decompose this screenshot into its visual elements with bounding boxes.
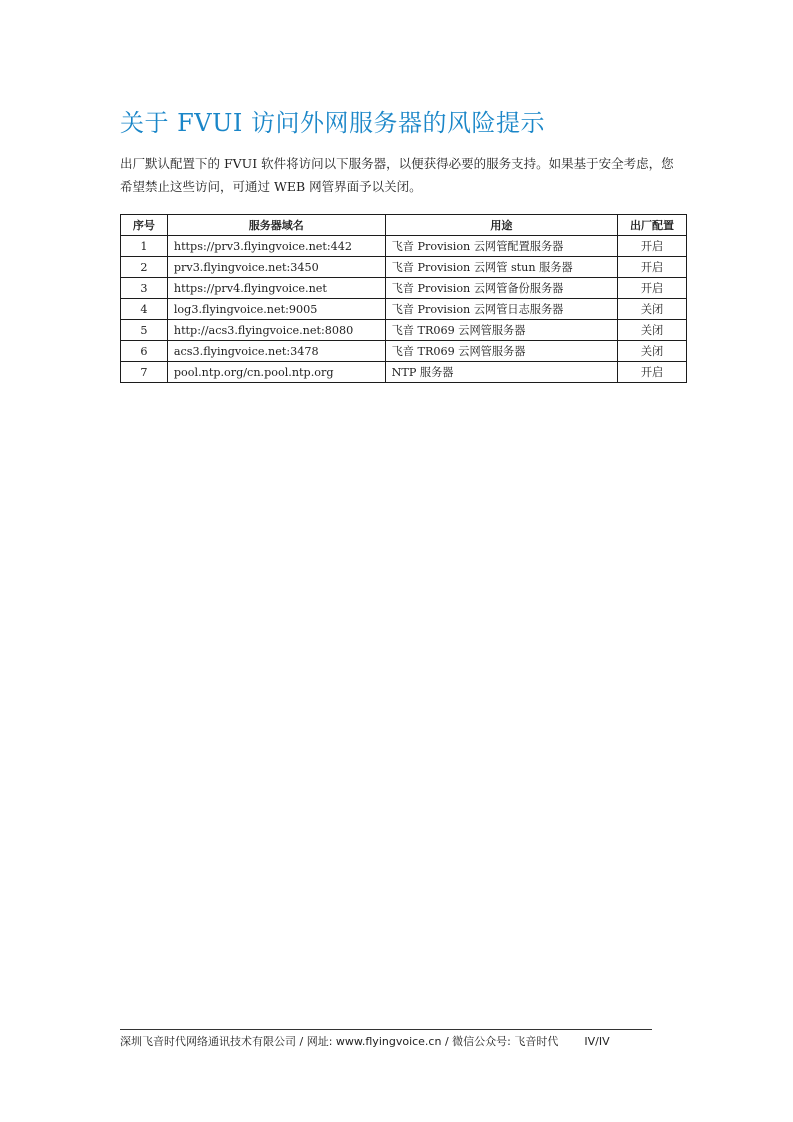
table-row	[121, 320, 687, 341]
cell-no: 2	[121, 257, 168, 278]
table-row	[121, 341, 687, 362]
cell-no: 4	[121, 299, 168, 320]
cell-host: https://prv4.flyingvoice.net	[167, 278, 385, 299]
cell-default: 关闭	[618, 299, 687, 320]
page-number: IV/IV	[584, 1035, 610, 1048]
cell-purpose: 飞音 Provision 云网管配置服务器	[385, 236, 618, 257]
cell-purpose: 飞音 Provision 云网管日志服务器	[385, 299, 618, 320]
cell-purpose: 飞音 TR069 云网管服务器	[385, 320, 618, 341]
table-row	[121, 362, 687, 383]
cell-default: 开启	[618, 278, 687, 299]
header-no: 序号	[121, 215, 168, 236]
cell-purpose: NTP 服务器	[385, 362, 618, 383]
cell-default: 开启	[618, 236, 687, 257]
cell-default: 开启	[618, 257, 687, 278]
cell-host: http://acs3.flyingvoice.net:8080	[167, 320, 385, 341]
table-header-row	[121, 215, 687, 236]
cell-no: 7	[121, 362, 168, 383]
intro-paragraph: 出厂默认配置下的 FVUI 软件将访问以下服务器，以便获得必要的服务支持。如果基于安全考虑，您希望禁止这些访问，可通过 WEB 网管界面予以关闭。	[120, 156, 674, 194]
cell-purpose: 飞音 Provision 云网管备份服务器	[385, 278, 618, 299]
cell-purpose: 飞音 TR069 云网管服务器	[385, 341, 618, 362]
cell-default: 开启	[618, 362, 687, 383]
footer-text: 深圳飞音时代网络通讯技术有限公司 / 网址: www.flyingvoice.cn / 微信公众号: 飞音时代	[120, 1035, 559, 1048]
header-default: 出厂配置	[618, 215, 687, 236]
cell-no: 6	[121, 341, 168, 362]
page-title: 关于 FVUI 访问外网服务器的风险提示	[120, 109, 545, 137]
footer-divider	[120, 1029, 652, 1030]
table-row	[121, 236, 687, 257]
cell-purpose: 飞音 Provision 云网管 stun 服务器	[385, 257, 618, 278]
header-host: 服务器域名	[167, 215, 385, 236]
header-purpose: 用途	[385, 215, 618, 236]
cell-host: prv3.flyingvoice.net:3450	[167, 257, 385, 278]
cell-host: pool.ntp.org/cn.pool.ntp.org	[167, 362, 385, 383]
page-footer	[120, 1033, 610, 1049]
cell-default: 关闭	[618, 341, 687, 362]
cell-no: 1	[121, 236, 168, 257]
cell-no: 5	[121, 320, 168, 341]
cell-host: https://prv3.flyingvoice.net:442	[167, 236, 385, 257]
server-table	[120, 214, 687, 383]
cell-default: 关闭	[618, 320, 687, 341]
table-row	[121, 299, 687, 320]
table-row	[121, 278, 687, 299]
table-row	[121, 257, 687, 278]
cell-no: 3	[121, 278, 168, 299]
cell-host: acs3.flyingvoice.net:3478	[167, 341, 385, 362]
cell-host: log3.flyingvoice.net:9005	[167, 299, 385, 320]
